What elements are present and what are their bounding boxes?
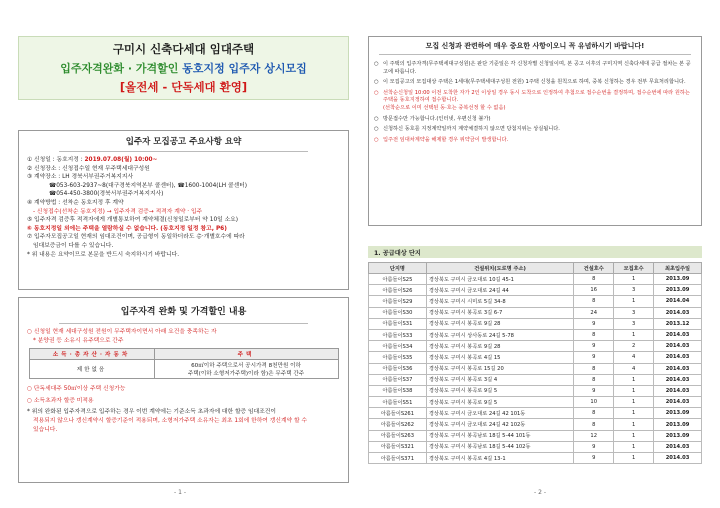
- cell-address: 경상북도 구미시 봉곡로 3길 6-7: [426, 307, 573, 318]
- cell-complex: 아름들이S51: [369, 397, 427, 408]
- cell-built: 10: [574, 397, 614, 408]
- cell-complex: 아름들이S26: [369, 285, 427, 296]
- cell-complex: 아름들이S263: [369, 430, 427, 441]
- summary-item-3-phone-a: ☎053-603-2937~8(대구경북지역본부 콜센터), ☎1600-1004(LH 콜센터): [49, 182, 248, 189]
- cell-built: 9: [574, 352, 614, 363]
- complex-table: [368, 262, 702, 464]
- summary-item-1: ① 신청일 : 동호지정 : 2019.07.08(월) 10:00~: [27, 157, 158, 163]
- notice-box: [368, 36, 702, 226]
- summary-item-7: ⑦ 입주자모집공고일 현재의 임대조건이며, 공급형이 동일하더라도 층·개별호수에 따라: [27, 234, 245, 241]
- cell-complex: 아름들이S33: [369, 329, 427, 340]
- table-row: [369, 385, 702, 396]
- cell-recruit: 4: [614, 352, 654, 363]
- cell-address: 경상북도 구미시 봉곡로 9길 5: [426, 385, 573, 396]
- table-row: [369, 318, 702, 329]
- cell-date: 2014.03: [654, 441, 702, 452]
- cell-complex: 아름들이S25: [369, 274, 427, 285]
- cell-date: 2013.12: [654, 318, 702, 329]
- summary-item-4-flow: - 신청접수(선착순 동호지정) → 입주자격 검증→ 적격자 계약 · 입주: [33, 208, 203, 215]
- page-number-1: - 1 -: [174, 489, 186, 496]
- table-row: [369, 397, 702, 408]
- title-line-3: [올전세 - 단독세대 환영]: [119, 80, 248, 94]
- cell-recruit: 3: [614, 318, 654, 329]
- cell-complex: 아름들이S38: [369, 385, 427, 396]
- summary-section: [18, 130, 349, 290]
- cell-date: 2014.03: [654, 329, 702, 340]
- title-banner: [18, 36, 349, 100]
- cell-recruit: 1: [614, 296, 654, 307]
- cell-complex: 아름들이S37: [369, 374, 427, 385]
- cell-date: 2013.09: [654, 419, 702, 430]
- relief-table-income-value: 제한없음: [29, 360, 154, 379]
- notice-item-3-note: (선착순으로 이미 선택된 동·호는 중복선정 할 수 없음): [383, 104, 506, 111]
- table-row: [369, 274, 702, 285]
- summary-item-3-phone-b: ☎054-450-3800(경북서부권주거복지지사): [49, 191, 164, 198]
- cell-complex: 아름들이S35: [369, 352, 427, 363]
- cell-address: 경상북도 구미시 봉곡로 15길 20: [426, 363, 573, 374]
- table-row: [369, 296, 702, 307]
- notice-item-5: ○ 신청하신 동호를 지정계약일까지 계약체결하지 않으면 당첨지위는 상실됩니다.: [369, 126, 701, 134]
- cell-built: 8: [574, 374, 614, 385]
- cell-built: 9: [574, 385, 614, 396]
- col-complex: 단지명: [369, 263, 427, 274]
- cell-complex: 아름들이S36: [369, 363, 427, 374]
- relief-condition: ○ 신청일 현재 세대구성원 전원이 무주택자이면서 아래 요건을 충족하는 자: [27, 329, 217, 335]
- cell-date: 2014.04: [654, 296, 702, 307]
- page-number-2: - 2 -: [534, 489, 546, 496]
- summary-heading: 입주자 모집공고 주요사항 요약: [59, 131, 308, 152]
- cell-built: 9: [574, 318, 614, 329]
- cell-built: 12: [574, 430, 614, 441]
- cell-built: 9: [574, 341, 614, 352]
- cell-date: 2013.09: [654, 285, 702, 296]
- col-first-move-in: 최초입주일: [654, 263, 702, 274]
- cell-complex: 아름들이S321: [369, 441, 427, 452]
- cell-date: 2014.03: [654, 341, 702, 352]
- cell-address: 경상북도 구미시 금오대로 24길 42 102동: [426, 419, 573, 430]
- cell-recruit: 1: [614, 374, 654, 385]
- table-row: [369, 374, 702, 385]
- cell-complex: 아름들이S34: [369, 341, 427, 352]
- summary-item-5: ⑤ 입주자격 검증후 적격자에게 개별통보하여 계약체결(신청일로부터 약 10일 소요): [27, 217, 239, 224]
- cell-address: 경상북도 구미시 봉곡로 9길 5: [426, 397, 573, 408]
- cell-address: 경상북도 구미시 봉곡로 9길 28: [426, 318, 573, 329]
- summary-item-3: ③ 계약장소 : LH 경북서부권주거복지지사: [27, 174, 134, 181]
- cell-date: 2014.03: [654, 307, 702, 318]
- cell-recruit: 2: [614, 341, 654, 352]
- cell-recruit: 3: [614, 285, 654, 296]
- summary-item-4: ④ 계약방법 : 선착순 동호지정 후 계약: [27, 199, 124, 206]
- cell-recruit: 1: [614, 397, 654, 408]
- cell-recruit: 1: [614, 408, 654, 419]
- cell-recruit: 4: [614, 363, 654, 374]
- cell-recruit: 1: [614, 419, 654, 430]
- cell-recruit: 3: [614, 307, 654, 318]
- cell-recruit: 1: [614, 430, 654, 441]
- notice-item-3: ○ 선착순신청일 10:00 이전 도착한 자가 2인 이상일 경우 동시 도착으로 인정하여 추첨으로 접수순번을 결정하며, 접수순번에 따라 원하는 주택을 동호지정하여 접수합니다.: [369, 90, 701, 105]
- cell-built: 24: [574, 307, 614, 318]
- cell-recruit: 1: [614, 385, 654, 396]
- cell-address: 경상북도 구미시 봉곡로 3길 4: [426, 374, 573, 385]
- complex-list-heading: 1. 공급대상 단지: [368, 246, 702, 258]
- title-line-2: [19, 60, 348, 76]
- cell-address: 경상북도 구미시 금오대로 24길 44: [426, 285, 573, 296]
- cell-recruit: 1: [614, 453, 654, 464]
- relief-table-header-house: 주택: [154, 349, 338, 360]
- table-row: [369, 430, 702, 441]
- cell-address: 경상북도 구미시 봉곡남로 18길 5-44 102동: [426, 441, 573, 452]
- col-built: 건설호수: [574, 263, 614, 274]
- cell-date: 2014.03: [654, 374, 702, 385]
- cell-date: 2014.03: [654, 385, 702, 396]
- cell-address: 경상북도 구미시 봉곡로 4길 15: [426, 352, 573, 363]
- cell-built: 8: [574, 274, 614, 285]
- table-row: [369, 352, 702, 363]
- notice-item-2: ○ 이 모집공고의 모집대상 주택은 1세대(무주택세대구성원 전원) 1주택 신청을 원칙으로 하며, 중복 신청하는 경우 전부 무효처리합니다.: [369, 79, 701, 87]
- table-row: [369, 419, 702, 430]
- cell-complex: 아름들이S262: [369, 419, 427, 430]
- notice-item-4: ○ 방문접수만 가능합니다.(인터넷, 우편신청 불가): [369, 116, 701, 124]
- summary-item-2: ② 신청장소 : 신청접수일 현재 무주택세대구성원: [27, 165, 150, 172]
- col-recruit: 모집호수: [614, 263, 654, 274]
- relief-section: [18, 297, 349, 483]
- summary-item-6: ⑥ 동호지정일 외에는 주택을 열람하실 수 없습니다. (동호지정 일정 참고, P6): [27, 225, 227, 232]
- col-address: 건설위치(도로명 주소): [426, 263, 573, 274]
- cell-address: 경상북도 구미시 상사동로 24길 5-78: [426, 329, 573, 340]
- cell-built: 16: [574, 285, 614, 296]
- relief-heading: 입주자격 완화 및 가격할인 내용: [59, 298, 308, 324]
- complex-table-header: [369, 263, 702, 274]
- cell-date: 2014.03: [654, 453, 702, 464]
- cell-date: 2013.09: [654, 408, 702, 419]
- cell-date: 2014.03: [654, 363, 702, 374]
- relief-table-house-value: 60㎡이하 주택으로서 공시가격 8천만원 이하 주택(이하 소형저가주택)이라 함)은 무주택 간주: [154, 360, 338, 379]
- cell-recruit: 1: [614, 441, 654, 452]
- summary-item-7-cont: 임대보증금이 다를 수 있습니다.: [33, 242, 114, 249]
- relief-footnote-1: * 위의 완화된 입주자격으로 입주하는 경우 이번 계약에는 기준소득 초과자에 대한 할증 임대조건이: [27, 409, 277, 416]
- cell-built: 8: [574, 419, 614, 430]
- page-2: [360, 0, 720, 508]
- cell-address: 경상북도 구미시 봉곡남로 18길 5-44 101동: [426, 430, 573, 441]
- cell-address: 경상북도 구미시 봉곡로 4길 13-1: [426, 453, 573, 464]
- relief-single-household: ○ 단독세대주 50㎡이상 주택 신청가능: [27, 386, 126, 393]
- relief-footnote-3: 있습니다.: [33, 426, 58, 433]
- cell-address: 경상북도 구미시 시미로 5길 34-8: [426, 296, 573, 307]
- cell-date: 2013.09: [654, 430, 702, 441]
- cell-date: 2014.03: [654, 397, 702, 408]
- cell-recruit: 1: [614, 274, 654, 285]
- notice-item-1: ○ 이 주택의 입주자격(무주택세대구성원)은 판단 기준일은 각 신청자별 신청일이며, 본 공고 이후의 구미지역 신축다세대 공급 절차는 본 공고에 따릅니다.: [369, 61, 701, 76]
- cell-address: 경상북도 구미시 봉곡로 9길 28: [426, 341, 573, 352]
- notice-heading: 모집 신청과 관련하여 매우 중요한 사항이오니 꼭 유념하시기 바랍니다!: [379, 37, 691, 55]
- cell-complex: 아름들이S261: [369, 408, 427, 419]
- cell-complex: 아름들이S371: [369, 453, 427, 464]
- cell-built: 9: [574, 441, 614, 452]
- relief-condition-note: * 분양권 등 소유시 유주택으로 간주: [33, 337, 124, 344]
- relief-no-surcharge: ○ 소득초과자 할증 미적용: [27, 397, 94, 404]
- cell-complex: 아름들이S31: [369, 318, 427, 329]
- cell-complex: 아름들이S29: [369, 296, 427, 307]
- cell-built: 9: [574, 453, 614, 464]
- cell-built: 8: [574, 363, 614, 374]
- table-row: [369, 363, 702, 374]
- table-row: [369, 329, 702, 340]
- cell-date: 2014.03: [654, 352, 702, 363]
- relief-table: [29, 348, 339, 379]
- cell-recruit: 1: [614, 329, 654, 340]
- cell-built: 8: [574, 329, 614, 340]
- table-row: [369, 285, 702, 296]
- title-line-1: 구미시 신축다세대 임대주택: [112, 42, 255, 56]
- cell-built: 8: [574, 296, 614, 307]
- cell-address: 경상북도 구미시 금오대로 24길 42 101동: [426, 408, 573, 419]
- table-row: [369, 408, 702, 419]
- cell-built: 8: [574, 408, 614, 419]
- relief-table-header-income: 소득·총자산·자동차: [29, 349, 154, 360]
- cell-address: 경상북도 구미시 금오대로 10길 45-1: [426, 274, 573, 285]
- table-row: [369, 341, 702, 352]
- summary-note: * 위 내용은 요약이므로 본문을 반드시 숙지하시기 바랍니다.: [27, 251, 180, 258]
- notice-item-6: ○ 입주전 임대차계약을 해제할 경우 위약금이 발생합니다.: [369, 137, 701, 145]
- table-row: [369, 441, 702, 452]
- relief-footnote-2: 적용되지 않으나 갱신계약시 할증기준이 적용되며, 소형저가주택 소유자는 최초 1회에 한하여 갱신계약 할 수: [33, 417, 308, 424]
- title-recruit: 동호지정 입주자 상시모집: [182, 62, 307, 75]
- table-row: [369, 307, 702, 318]
- title-relief: 입주자격완화 · 가격할인: [60, 62, 179, 75]
- cell-complex: 아름들이S30: [369, 307, 427, 318]
- table-row: [369, 453, 702, 464]
- cell-date: 2013.09: [654, 274, 702, 285]
